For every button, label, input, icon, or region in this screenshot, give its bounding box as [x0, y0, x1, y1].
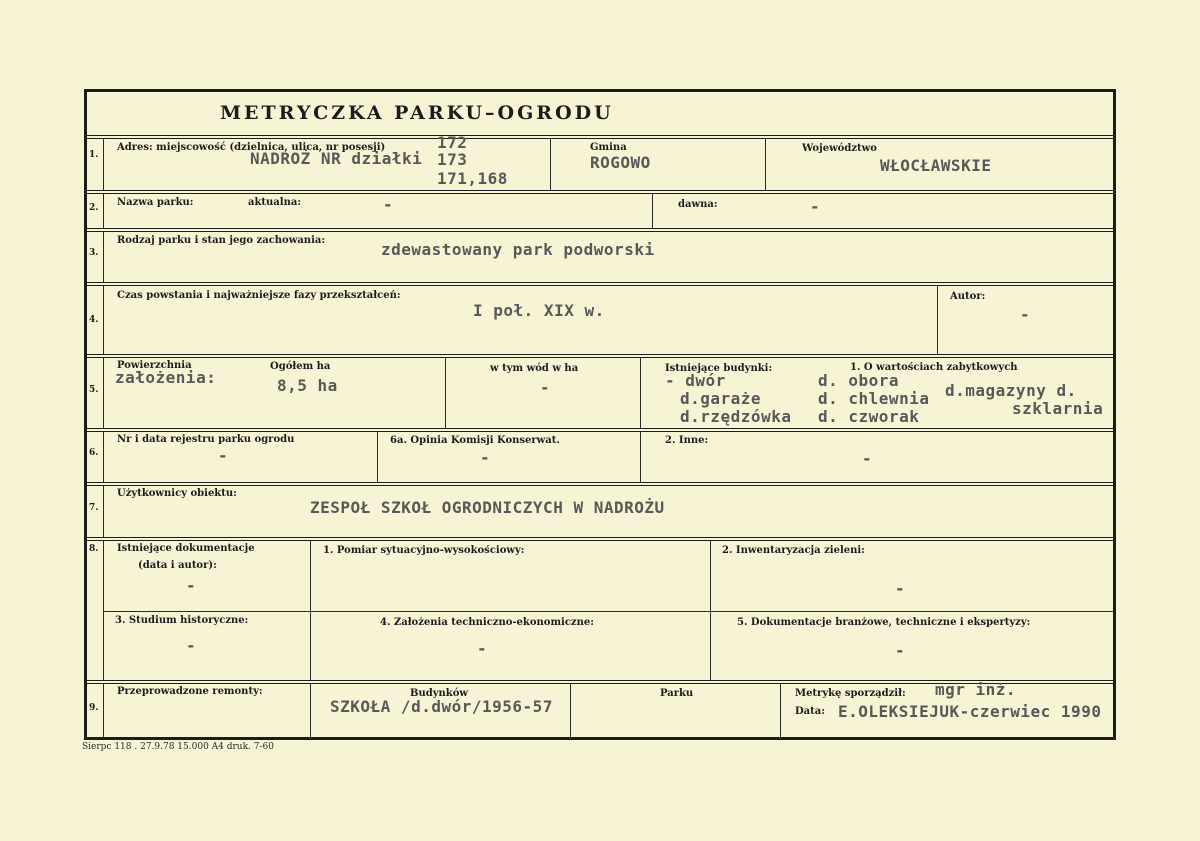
origin-time-value: I poł. XIX w. [473, 301, 605, 320]
form-row-5 [87, 354, 1113, 428]
total-area-label: Ogółem ha [270, 361, 331, 372]
former-name-label: dawna: [678, 199, 718, 210]
title-row [87, 92, 1113, 135]
row-number: 3. [89, 248, 99, 258]
cell-divider [765, 139, 766, 190]
origin-time-label: Czas powstania i najważniejsze fazy przekształceń: [117, 290, 401, 301]
historical-study-label: 3. Studium historyczne: [115, 615, 249, 626]
register-value: - [218, 446, 229, 465]
park-record-form [84, 89, 1116, 740]
row-number-cell [87, 684, 104, 737]
water-area-label: w tym wód w ha [490, 363, 579, 374]
prepared-by-label: Metrykę sporządził: [795, 688, 906, 699]
cell-divider [103, 611, 1113, 612]
tech-econ-value: - [477, 639, 488, 658]
users-label: Użytkownicy obiektu: [117, 488, 237, 499]
gmina-label: Gmina [590, 142, 627, 153]
date-label: Data: [795, 706, 825, 717]
park-repairs-label: Parku [660, 688, 694, 699]
row-number-cell [87, 541, 104, 680]
print-footer: Sierpc 118 . 27.9.78 15.000 A4 druk. 7-60 [82, 742, 275, 752]
row-number-cell [87, 232, 104, 282]
row-number-cell [87, 432, 104, 482]
park-type-label: Rodzaj parku i stan jego zachowania: [117, 235, 326, 246]
form-row-2 [87, 190, 1113, 228]
prepared-by-date-value: E.OLEKSIEJUK-czerwiec 1990 [838, 702, 1102, 721]
cell-divider [937, 286, 938, 354]
row-number-cell [87, 358, 104, 428]
building-item: - dwór [665, 371, 726, 390]
cell-divider [640, 358, 641, 428]
documentation-sublabel: (data i autor): [138, 560, 217, 571]
row-number-cell [87, 194, 104, 228]
repairs-label: Przeprowadzone remonty: [117, 686, 263, 697]
cell-divider [640, 432, 641, 482]
prepared-by-title: mgr inż. [935, 680, 1017, 699]
row-number: 6. [89, 448, 99, 458]
total-area-value: 8,5 ha [277, 376, 338, 395]
form-row-1 [87, 135, 1113, 190]
row-number: 2. [89, 203, 99, 213]
former-name-value: - [810, 197, 821, 216]
cell-divider [310, 684, 311, 737]
author-value: - [1020, 305, 1031, 324]
buildings-repairs-value: SZKOŁA /d.dwór/1956-57 [330, 697, 553, 716]
park-type-value: zdewastowany park podworski [381, 240, 655, 259]
expert-docs-label: 5. Dokumentacje branżowe, techniczne i ekspertyzy: [737, 617, 1031, 628]
plot-number: 171,168 [437, 169, 508, 188]
voivodeship-label: Województwo [802, 143, 877, 154]
register-label: Nr i data rejestru parku ogrodu [117, 434, 295, 445]
row-number: 9. [89, 703, 99, 713]
building-item: d.rzędzówka [680, 407, 792, 426]
historical-study-value: - [186, 636, 197, 655]
form-row-4 [87, 282, 1113, 354]
gmina-value: ROGOWO [590, 153, 651, 172]
other-value: - [862, 449, 873, 468]
current-name-value: - [383, 195, 394, 214]
tech-econ-label: 4. Założenia techniczno-ekonomiczne: [380, 617, 594, 628]
row-number: 8. [89, 544, 99, 554]
cell-divider [550, 139, 551, 190]
cell-divider [780, 684, 781, 737]
building-item: d. obora [818, 371, 900, 390]
users-value: ZESPOŁ SZKOŁ OGRODNICZYCH W NADROŻU [310, 498, 665, 517]
cell-divider [652, 194, 653, 228]
building-item: szklarnia [1012, 399, 1104, 418]
row-number-cell [87, 486, 104, 537]
other-label: 2. Inne: [665, 435, 709, 446]
row-number-cell [87, 286, 104, 354]
address-value: NADROŻ NR działki [250, 149, 423, 168]
row-number: 7. [89, 503, 99, 513]
water-area-value: - [540, 378, 551, 397]
cell-divider [377, 432, 378, 482]
author-label: Autor: [950, 291, 986, 302]
conservation-opinion-value: - [480, 448, 491, 467]
heritage-label: 1. O wartościach zabytkowych [850, 362, 1018, 373]
survey-label: 1. Pomiar sytuacyjno-wysokościowy: [323, 545, 525, 556]
area-typed-label: założenia: [115, 368, 217, 387]
buildings-repairs-label: Budynków [410, 688, 469, 699]
building-item: d. czworak [818, 407, 920, 426]
conservation-opinion-label: 6a. Opinia Komisji Konserwat. [390, 435, 560, 446]
voivodeship-value: WŁOCŁAWSKIE [880, 156, 992, 175]
documentation-value: - [186, 576, 197, 595]
row-number: 5. [89, 385, 99, 395]
building-item: d. chlewnia [818, 389, 930, 408]
form-row-6 [87, 428, 1113, 482]
row-number: 4. [89, 315, 99, 325]
cell-divider [445, 358, 446, 428]
row-number-cell [87, 139, 104, 190]
plot-number: 173 [437, 150, 468, 169]
buildings-label: Istniejące budynki: [665, 363, 773, 374]
cell-divider [570, 684, 571, 737]
form-title: METRYCZKA PARKU–OGRODU [220, 102, 614, 124]
current-name-label: aktualna: [248, 197, 302, 208]
plot-number: 172 [437, 133, 468, 152]
greenery-inventory-label: 2. Inwentaryzacja zieleni: [722, 545, 865, 556]
greenery-inventory-value: - [895, 579, 906, 598]
form-row-3 [87, 228, 1113, 282]
expert-docs-value: - [895, 641, 906, 660]
form-row-7 [87, 482, 1113, 537]
form-row-9 [87, 680, 1113, 737]
address-label: Adres: miejscowość (dzielnica, ulica, nr posesji) [117, 142, 386, 153]
row-number: 1. [89, 150, 99, 160]
area-label: Powierzchnia [117, 360, 192, 371]
building-item: d.garaże [680, 389, 762, 408]
documentation-label: Istniejące dokumentacje [117, 543, 255, 554]
building-item: d.magazyny d. [945, 381, 1077, 400]
park-name-label: Nazwa parku: [117, 197, 194, 208]
form-row-8 [87, 537, 1113, 680]
